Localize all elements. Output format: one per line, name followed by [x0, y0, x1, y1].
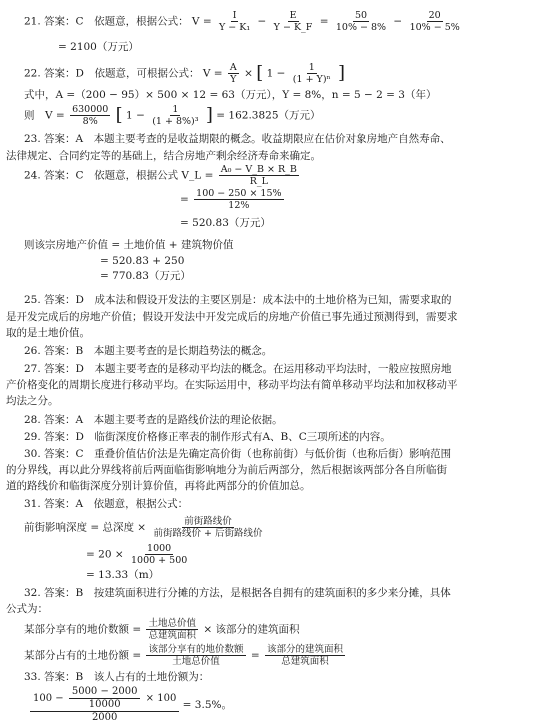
q21-frac-3: $\frac{50}{10\% - 8\%}$: [335, 10, 387, 33]
q28-line1: 28. 答案：A 本题主要考查的是路线价法的理论依据。: [24, 414, 283, 426]
q22-line2: 式中，A =（200 − 95）× 500 × 12 = 63（万元），Y = 8%，n = 5 − 2 = 3（年）: [24, 89, 437, 101]
q31-frac-a: $\frac{\text{前街路线价}}{\text{前街路线价 + 后街路线价}}$: [153, 516, 263, 539]
q25-line3: 取的是土地价值。: [6, 327, 90, 339]
q22-frac-b: $\frac{1}{\text{(1 + Y)ⁿ}}$: [292, 62, 331, 85]
q23-line2: 法律规定、合同约定等的基础上，结合房地产剩余经济寿命来确定。: [6, 150, 321, 162]
q32-frac-2: $\frac{\text{该部分享有的地价数额}}{\text{土地总价值}}$: [148, 644, 244, 667]
q27-line3: 均法之分。: [6, 395, 59, 407]
q31-step3: = 13.33（m）: [86, 569, 160, 581]
q26-line1: 26. 答案：B 本题主要考查的是长期趋势法的概念。: [24, 345, 273, 357]
q21-lhs: V =: [191, 15, 212, 28]
q24-result: = 520.83（万元）: [180, 217, 271, 229]
q22-line3: 则 V = $\frac{630000}{8\%}$ [ 1 − $\frac{1}{\text{(1 + 8\%)³}}$ ] = 162.3825（万元）: [24, 104, 321, 127]
q32-formula1: 某部分享有的地价数额 = $\frac{\text{土地总价值}}{\text{总建筑面积}}$ × 该部分的建筑面积: [24, 618, 300, 641]
q29-line1: 29. 答案：D 临街深度价格修正率表的制作形式有A、B、C三项所述的内容。: [24, 431, 391, 443]
q31-formula: 前街影响深度 = 总深度 × $\frac{\text{前街路线价}}{\text{前街路线价 + 后街路线价}}$: [24, 516, 263, 539]
q25-line2: 是开发完成后的房地产价值；假设开发法中开发完成后的房地产价值已事先通过预测得到，需要求: [6, 311, 458, 323]
q32-frac-1: $\frac{\text{土地总价值}}{\text{总建筑面积}}$: [148, 618, 196, 641]
q21-line: 21. 答案：C 依题意，根据公式： V = $\frac{I}{\text{Y − K₁}}$ − $\frac{E}{Y - K\_F}$ = $\frac{50}{10\% - 8\%}$ − $\frac{20}{10\% - 5\%}$: [24, 10, 460, 33]
q32-line1: 32. 答案：B 按建筑面积进行分摊的方法，是根据各自拥有的建筑面积的多少来分摊，具体: [24, 587, 451, 599]
q24-frac-a: $\frac{\text{A₀ − V\_B × R\_B}}{R\_L}$: [220, 164, 297, 187]
q22-frac-c: $\frac{630000}{8\%}$: [72, 104, 109, 127]
q25-line1: 25. 答案：D 成本法和假设开发法的主要区别是：成本法中的土地价格为已知，需要求取的: [24, 294, 452, 306]
q24-final: = 770.83（万元）: [100, 270, 191, 282]
q33-formula: 100 − $\frac{5000 - 2000}{10000}$ × 100 2000 = 3.5%。: [30, 686, 232, 724]
q27-line2: 产价格变化的周期长度进行移动平均。在实际运用中，移动平均法有简单移动平均法和加权移动平: [6, 379, 458, 391]
q30-line2: 的分界线，再以此分界线将前后两面临街影响地分为前后两部分，然后根据该两部分各自所临街: [6, 464, 447, 476]
q21-frac-4: $\frac{20}{10\% - 5\%}$: [409, 10, 460, 33]
q22-frac-d: $\frac{1}{\text{(1 + 8\%)³}}$: [152, 104, 199, 127]
q22-frac-a: $\frac{A}{Y}$: [229, 62, 237, 85]
q24-frac-b: $\frac{100 - 250 \times 15\%}{12\%}$: [196, 188, 282, 211]
q31-lead: 31. 答案：A 依题意，根据公式：: [24, 498, 189, 510]
q27-line1: 27. 答案：D 本题主要考查的是移动平均法的概念。在运用移动平均法时，一般应按照房地: [24, 363, 452, 375]
q24-total: 则该宗房地产价值 = 土地价值 + 建筑物价值: [24, 239, 234, 251]
q31-frac-b: $\frac{1000}{1000 + 500}$: [130, 543, 188, 566]
q33-inner-frac: $\frac{5000 - 2000}{10000}$: [69, 686, 141, 711]
q21-lead: 21. 答案：C 依题意，根据公式：: [24, 15, 189, 28]
q22-lead: 22. 答案：D 依题意，可根据公式：: [24, 67, 200, 80]
q31-step2: = 20 × $\frac{1000}{1000 + 500}$: [86, 543, 188, 566]
q21-result: = 2100（万元）: [58, 41, 139, 53]
q30-line3: 道的路线价和临街深度分别计算价值，再将此两部分的价值加总。: [6, 480, 311, 492]
q24-line: 24. 答案：C 依题意，根据公式 V_L = $\frac{\text{A₀ − V\_B × R\_B}}{R\_L}$: [24, 164, 297, 187]
q21-frac-1: $\frac{I}{\text{Y − K₁}}$: [218, 10, 251, 33]
q23-line1: 23. 答案：A 本题主要考查的是收益期限的概念。收益期限应在估价对象房地产自然寿命、: [24, 133, 451, 145]
q21-frac-2: $\frac{E}{Y - K\_F}$: [273, 10, 313, 33]
q32-frac-3: $\frac{\text{该部分的建筑面积}}{\text{总建筑面积}}$: [267, 644, 344, 667]
q32-formula2: 某部分占有的土地份额 = $\frac{\text{该部分享有的地价数额}}{\text{土地总价值}}$ = $\frac{\text{该部分的建筑面积}}{\text{总建筑面积}}$: [24, 644, 344, 667]
q32-line2: 公式为：: [6, 603, 48, 615]
q24-lead: 24. 答案：C 依题意，根据公式: [24, 169, 179, 182]
q24-sum: = 520.83 + 250: [100, 255, 185, 267]
q30-line1: 30. 答案：C 重叠价值估价法是先确定高价街（也称前街）与低价街（也称后街）影响范围: [24, 448, 452, 460]
q33-lead: 33. 答案：B 该人占有的土地份额为：: [24, 671, 210, 683]
q22-line: 22. 答案：D 依题意，可根据公式： V = $\frac{A}{Y}$ × [ 1 − $\frac{1}{\text{(1 + Y)ⁿ}}$ ]: [24, 62, 346, 85]
q24-step: = $\frac{100 - 250 \times 15\%}{12\%}$: [180, 188, 282, 211]
q33-outer-frac: 100 − $\frac{5000 - 2000}{10000}$ × 100 2000: [30, 686, 179, 724]
